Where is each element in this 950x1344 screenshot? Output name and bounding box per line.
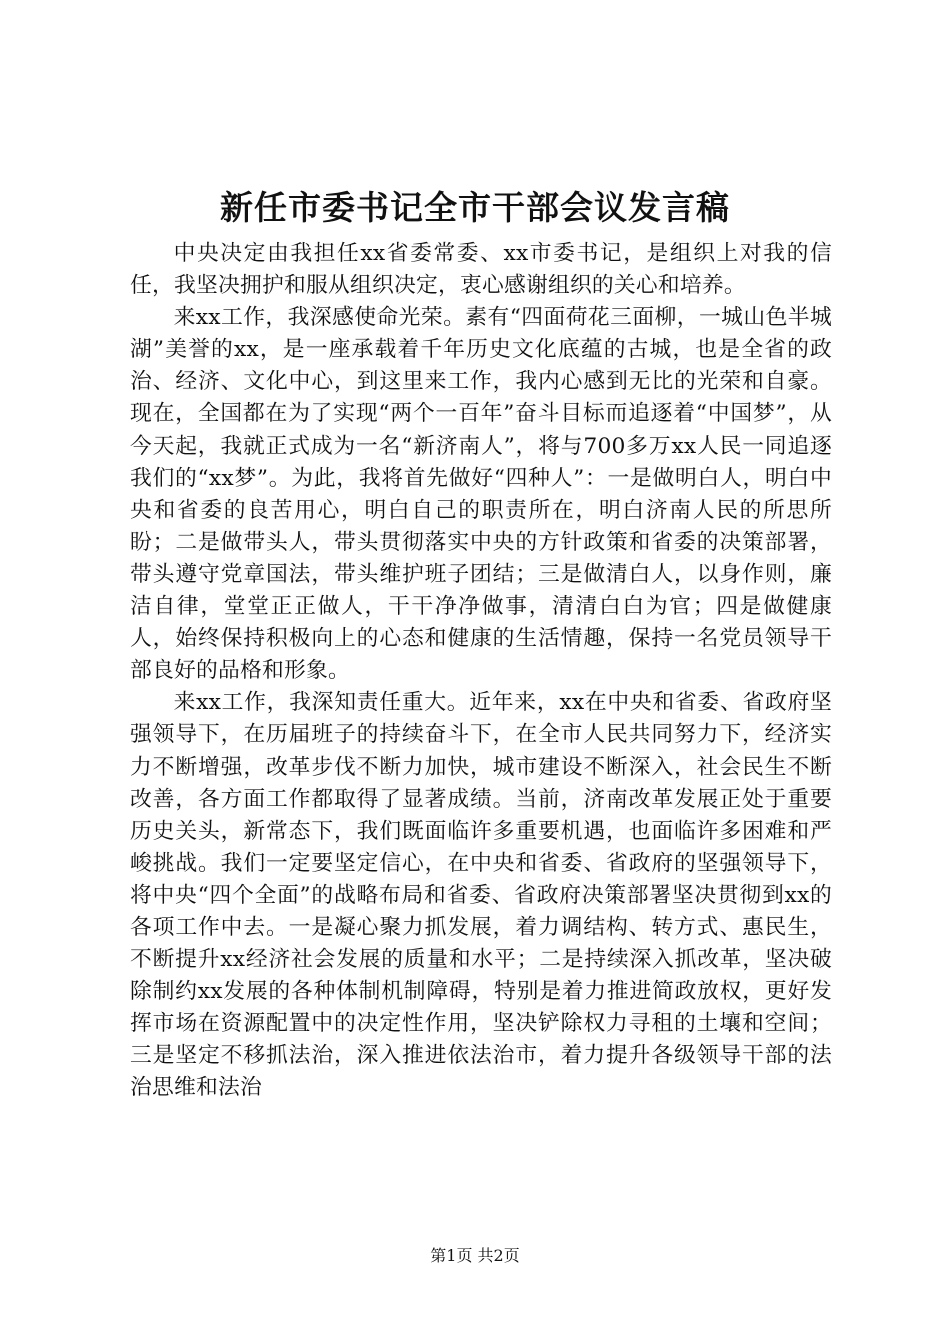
page-number-footer: 第1页 共2页 [430, 1246, 520, 1265]
paragraph-1: 中央决定由我担任xx省委常委、xx市委书记，是组织上对我的信任，我坚决拥护和服从组织决定，衷心感谢组织的关心和培养。 [130, 241, 832, 299]
paragraph-3: 来xx工作，我深知责任重大。近年来，xx在中央和省委、省政府坚强领导下，在历届班子的持续奋斗下，在全市人民共同努力下，经济实力不断增强，改革步伐不断力加快，城市建设不断深入，社会民生不断改善，各方面工作都取得了显著成绩。当前，济南改革发展正处于重要历史关头，新常态下，我们既面临许多重要机遇，也面临许多困难和严峻挑战。我们一定要坚定信心，在中央和省委、省政府的坚强领导下，将中央“四个全面”的战略布局和省委、省政府决策部署坚决贯彻到xx的各项工作中去。一是凝心聚力抓发展，着力调结构、转方式、惠民生，不断提升xx经济社会发展的质量和水平；二是持续深入抓改革，坚决破除制约xx发展的各种体制机制障碍，特别是着力推进简政放权，更好发挥市场在资源配置中的决定性作用，坚决铲除权力寻租的土壤和空间；三是坚定不移抓法治，深入推进依法治市，着力提升各级领导干部的法治思维和法治 [130, 690, 832, 1101]
paragraph-2: 来xx工作，我深感使命光荣。素有“四面荷花三面柳，一城山色半城湖”美誉的xx，是一座承载着千年历史文化底蕴的古城，也是全省的政治、经济、文化中心，到这里来工作，我内心感到无比的光荣和自豪。现在，全国都在为了实现“两个一百年”奋斗目标而追逐着“中国梦”，从今天起，我就正式成为一名“新济南人”，将与700多万xx人民一同追逐我们的“xx梦”。为此，我将首先做好“四种人”：一是做明白人，明白中央和省委的良苦用心，明白自己的职责所在，明白济南人民的所思所盼；二是做带头人，带头贯彻落实中央的方针政策和省委的决策部署，带头遵守党章国法，带头维护班子团结；三是做清白人，以身作则，廉洁自律，堂堂正正做人，干干净净做事，清清白白为官；四是做健康人，始终保持积极向上的心态和健康的生活情趣，保持一名党员领导干部良好的品格和形象。 [130, 305, 832, 684]
document-title: 新任市委书记全市干部会议发言稿 [220, 188, 730, 227]
document-body [130, 238, 832, 1105]
